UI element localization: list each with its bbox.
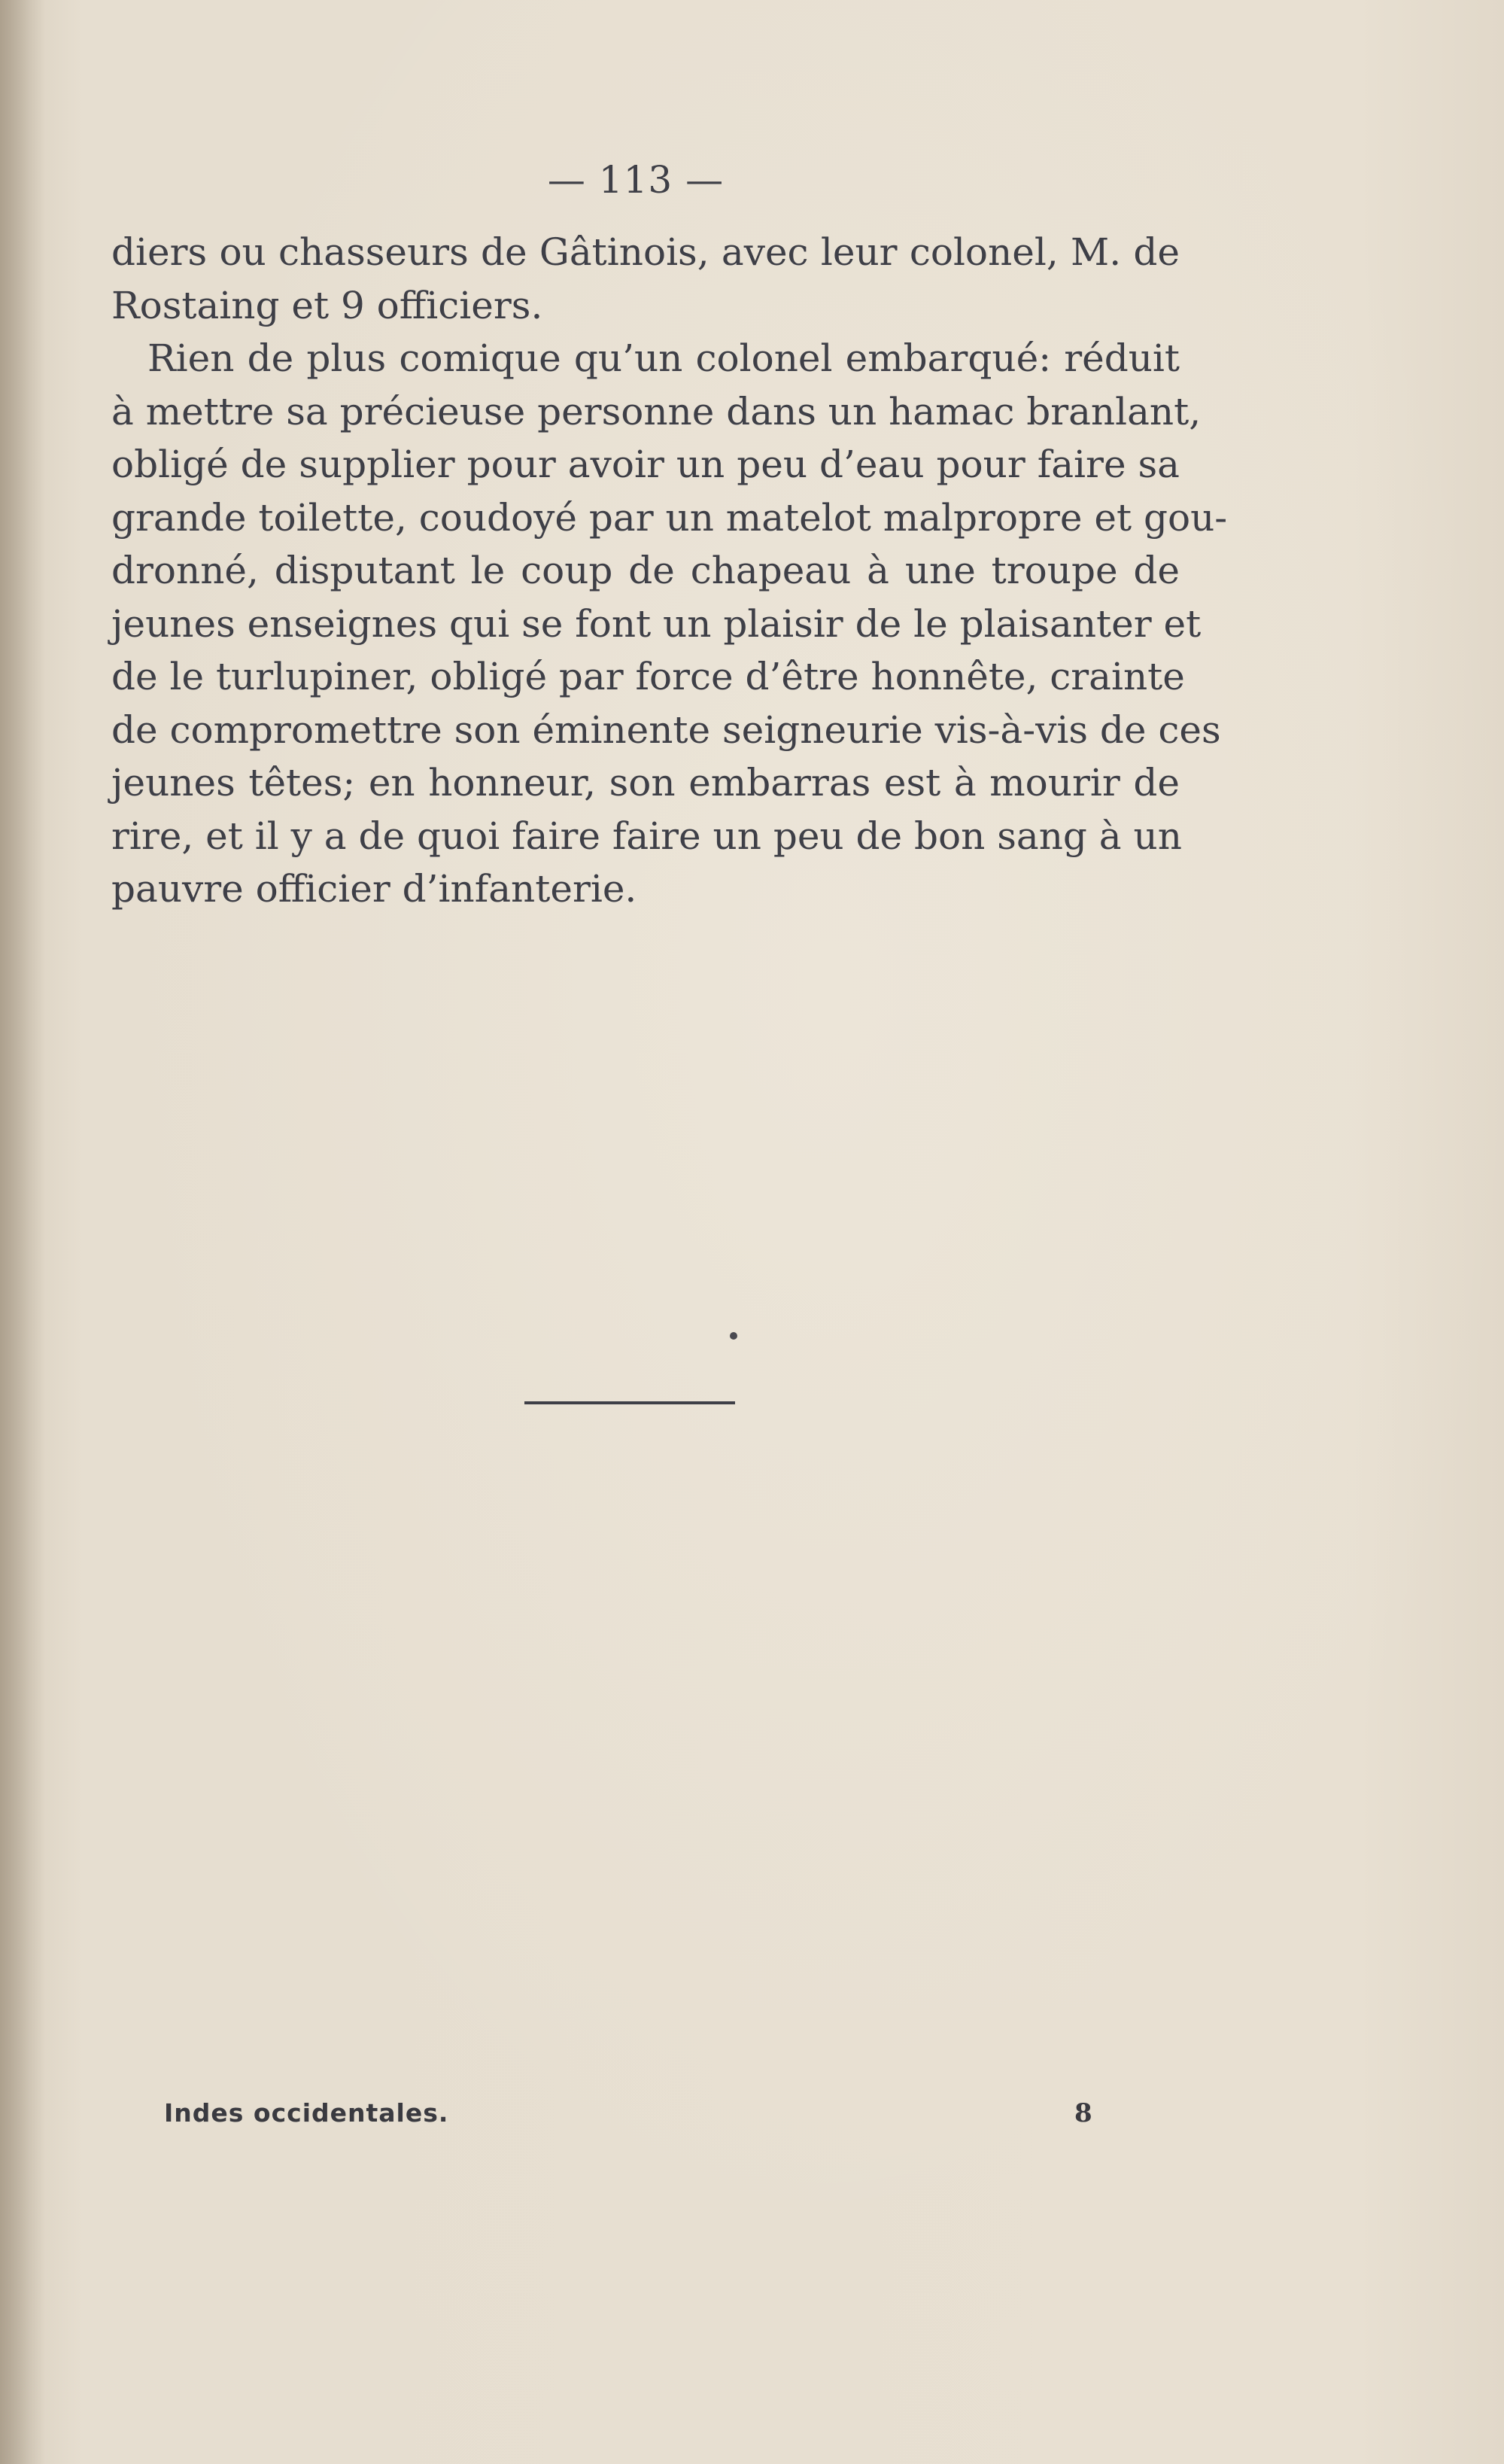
text-line: Rien de plus comique qu’un colonel embarqué: réduit	[147, 336, 1180, 380]
text-line: de le turlupiner, obligé par force d’être honnête, crainte	[111, 655, 1185, 698]
text-line: rire, et il y a de quoi faire faire un peu de bon sang à un	[111, 814, 1182, 858]
text-line: de compromettre son éminente seigneurie vis-à-vis de ces	[111, 707, 1221, 752]
body-text	[111, 226, 1228, 916]
text-line: jeunes têtes; en honneur, son embarras est à mourir de	[111, 761, 1180, 805]
text-line: obligé de supplier pour avoir un peu d’eau pour faire sa	[111, 443, 1180, 486]
signature-mark: Indes occidentales.	[164, 2098, 449, 2128]
text-line: dronné, disputant le coup de chapeau à une troupe de	[111, 549, 1180, 592]
text-line: pauvre officier d’infanterie.	[111, 867, 637, 911]
text-line: grande toilette, coudoyé par un matelot malpropre et gou-	[111, 495, 1228, 540]
ink-dot	[730, 1332, 737, 1340]
gutter-shadow	[0, 0, 45, 2464]
signature-number: 8	[1074, 2098, 1092, 2128]
text-line: jeunes enseignes qui se font un plaisir de le plaisanter et	[111, 601, 1202, 646]
text-line: diers ou chasseurs de Gâtinois, avec leur colonel, M. de	[111, 230, 1180, 274]
text-line: Rostaing et 9 officiers.	[111, 283, 543, 327]
section-rule	[524, 1401, 735, 1404]
page-number: — 113 —	[547, 158, 725, 202]
text-line: à mettre sa précieuse personne dans un hamac branlant,	[111, 389, 1202, 433]
